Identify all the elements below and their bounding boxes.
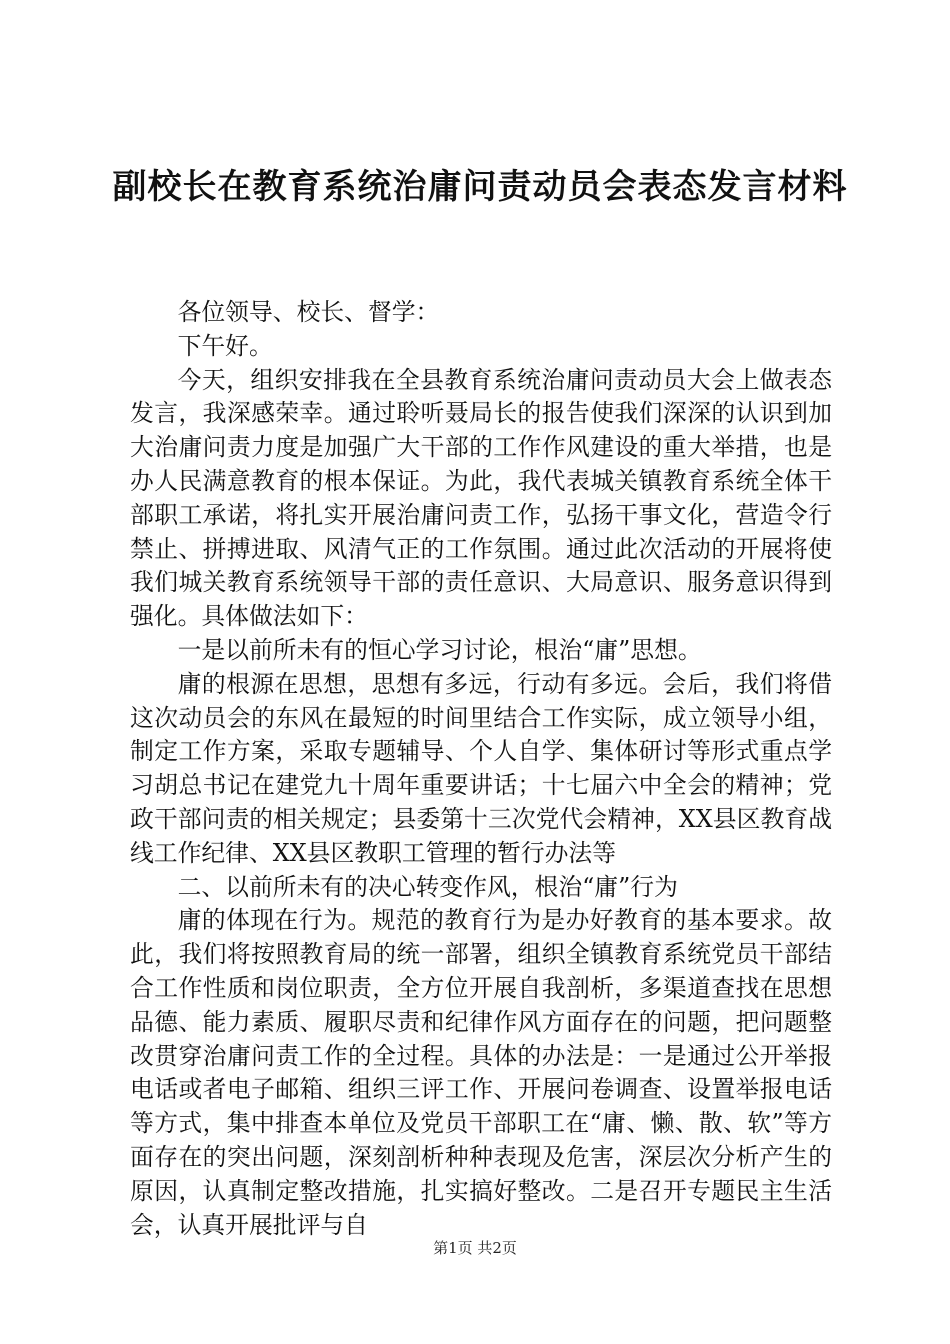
paragraph-heading-1: 一是以前所未有的恒心学习讨论，根治“庸”思想。 — [177, 635, 702, 664]
document-body — [130, 296, 832, 1242]
page-footer: 第1页 共2页 — [433, 1239, 517, 1257]
paragraph-section-2: 庸的体现在行为。规范的教育行为是办好教育的基本要求。故此，我们将按照教育局的统一部署，组织全镇教育系统党员干部结合工作性质和岗位职责，全方位开展自我剖析，多渠道查找在思想品德、能力素质、履职尽责和纪律作风方面存在的问题，把问题整改贯穿治庸问责工作的全过程。具体的办法是：一是通过公开举报电话或者电子邮箱、组织三评工作、开展问卷调查、设置举报电话等方式，集中排查本单位及党员干部职工在“庸、懒、散、软”等方面存在的突出问题，深刻剖析种种表现及危害，深层次分析产生的原因，认真制定整改措施，扎实搞好整改。二是召开专题民主生活会，认真开展批评与自 — [130, 906, 832, 1239]
paragraph-salutation: 各位领导、校长、督学： — [177, 298, 440, 326]
paragraph-heading-2: 二、以前所未有的决心转变作风，根治“庸”行为 — [177, 872, 678, 901]
paragraph-section-1: 庸的根源在思想，思想有多远，行动有多远。会后，我们将借这次动员会的东风在最短的时间里结合工作实际，成立领导小组，制定工作方案，采取专题辅导、个人自学、集体研讨等形式重点学习胡总书记在建党九十周年重要讲话；十七届六中全会的精神；党政干部问责的相关规定；县委第十三次党代会精神，XX县区教育战线工作纪律、XX县区教职工管理的暂行办法等 — [130, 669, 832, 867]
paragraph-greeting: 下午好。 — [177, 331, 273, 360]
paragraph-intro: 今天，组织安排我在全县教育系统治庸问责动员大会上做表态发言，我深感荣幸。通过聆听聂局长的报告使我们深深的认识到加大治庸问责力度是加强广大干部的工作作风建设的重大举措，也是办人民满意教育的根本保证。为此，我代表城关镇教育系统全体干部职工承诺，将扎实开展治庸问责工作，弘扬干事文化，营造令行禁止、拼搏进取、风清气正的工作氛围。通过此次活动的开展将使我们城关教育系统领导干部的责任意识、大局意识、服务意识得到强化。具体做法如下： — [130, 365, 832, 631]
document-title: 副校长在教育系统治庸问责动员会表态发言材料 — [112, 167, 848, 207]
